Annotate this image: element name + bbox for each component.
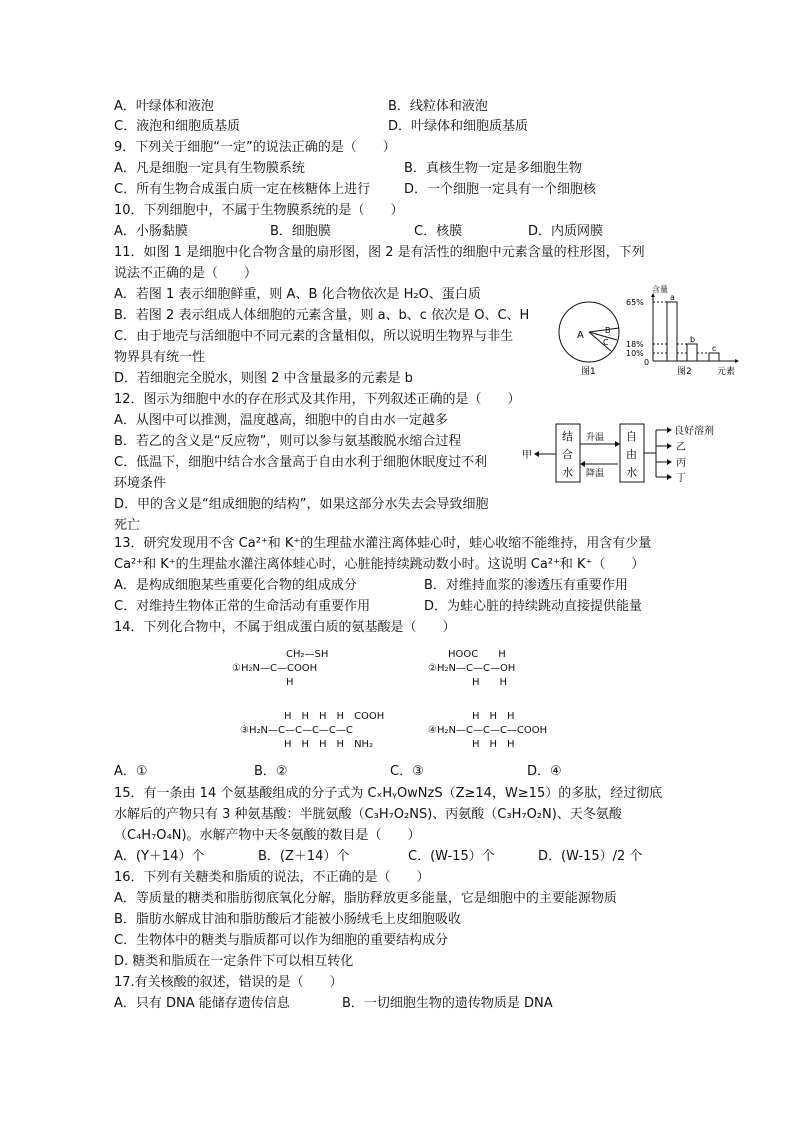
q11-fig1-label-b: B	[605, 326, 611, 335]
q12-free-char-1: 自	[626, 430, 637, 443]
q11-option-c-line2: 物界具有统一性	[114, 350, 206, 365]
q11-fig2-tick-10: 10%	[626, 349, 644, 358]
q11-stem-line1: 11．如图 1 是细胞中化合物含量的扇形图，图 2 是有活性的细胞中元素含量的柱形图，下列	[114, 245, 645, 260]
q13-stem-line2: Ca²⁺和 K⁺的生理盐水灌注离体蛙心时，心脏能持续跳动数小时。这说明 Ca²⁺和 K⁺（ ）	[114, 557, 645, 572]
q9-option-c: C．所有生物合成蛋白质一定在核糖体上进行	[114, 182, 371, 197]
q10-option-c: C．核膜	[414, 224, 463, 239]
q11-fig2-label-a: a	[670, 293, 675, 302]
q14-s1-mid: ①H₂N—C—COOH	[232, 663, 318, 674]
q14-s1-bot: H	[286, 677, 294, 688]
q15-stem-line2: 水解后的产物只有 3 种氨基酸：半胱氨酸（C₃H₇O₂NS)、丙氨酸（C₃H₇O₂N)、天冬氨酸	[114, 807, 622, 822]
q17-option-b: B．一切细胞生物的遗传物质是 DNA	[342, 996, 553, 1011]
q11-fig2-tick-0: 0	[644, 358, 650, 367]
q11-fig2-tick-18: 18%	[626, 340, 644, 349]
q11-fig2-caption: 图2	[677, 367, 692, 377]
q12-label-cool-down: 降温	[586, 469, 605, 479]
q11-option-c-line1: C．由于地壳与活细胞中不同元素的含量相似，所以说明生物界与非生	[114, 329, 514, 344]
q15-option-c: C．(W-15）个	[408, 849, 495, 864]
q11-fig2-bar-c	[709, 353, 719, 361]
q14-structure-1	[232, 648, 352, 690]
q15-option-a: A．(Y＋14）个	[114, 849, 205, 864]
q9-option-b: B．真核生物一定是多细胞生物	[404, 161, 582, 176]
q12-option-c-line2: 环境条件	[114, 476, 167, 491]
q11-option-d: D．若细胞完全脱水，则图 2 中含量最多的元素是 b	[114, 371, 413, 386]
q15-option-b: B．(Z＋14）个	[258, 849, 350, 864]
q14-option-c: C．③	[390, 764, 424, 779]
q17-stem: 17.有关核酸的叙述，错误的是（ ）	[114, 975, 343, 990]
q12-option-a: A．从图中可以推测，温度越高，细胞中的自由水一定越多	[114, 413, 448, 428]
q10-stem: 10．下列细胞中，不属于生物膜系统的是（ ）	[114, 203, 404, 218]
q11-fig2-bar-b	[687, 344, 697, 361]
q12-option-d-line1: D．甲的含义是“组成细胞的结构”，如果这部分水失去会导致细胞	[114, 497, 489, 512]
q15-stem-line3: （C₄H₇O₄N)。水解产物中天冬氨酸的数目是（ ）	[114, 828, 421, 843]
q11-fig2-bar-a	[667, 302, 677, 361]
q8-option-a: A．叶绿体和液泡	[114, 99, 214, 114]
q13-option-a: A．是构成细胞某些重要化合物的组成成分	[114, 578, 357, 593]
q14-structure-3	[240, 710, 410, 752]
q13-stem-line1: 13．研究发现用不含 Ca²⁺和 K⁺的生理盐水灌注离体蛙心时，蛙心收缩不能维持，用含有少量	[114, 536, 652, 551]
q12-out-good-solvent: 良好溶剂	[674, 426, 714, 437]
q14-option-b: B．②	[254, 764, 288, 779]
q11-fig2-label-c: c	[712, 344, 717, 353]
q12-stem: 12．图示为细胞中水的存在形式及其作用，下列叙述正确的是（ ）	[114, 392, 521, 407]
q15-stem-line1: 15．有一条由 14 个氨基酸组成的分子式为 CₓHᵧOwNzS（Z≥14，W≥15）的多肽，经过彻底	[114, 786, 663, 801]
q12-out-yi: 乙	[676, 442, 686, 453]
q11-fig2-label-b: b	[690, 335, 696, 344]
q14-option-a: A．①	[114, 764, 148, 779]
q9-stem: 9．下列关于细胞“一定”的说法正确的是（ ）	[114, 140, 396, 155]
q14-s2-mid: ②H₂N—C—C—OH	[428, 663, 516, 674]
q11-fig2-tick-65: 65%	[626, 298, 644, 307]
q12-free-char-3: 水	[626, 466, 637, 479]
q14-s3-top: H H H H COOH	[284, 711, 385, 722]
q13-option-c: C．对维持生物体正常的生命活动有重要作用	[114, 599, 371, 614]
q16-option-d: D. 糖类和脂质在一定条件下可以相互转化	[114, 954, 354, 969]
q12-bound-char-2: 合	[562, 448, 573, 461]
q12-option-d-line2: 死亡	[114, 518, 141, 533]
q11-fig2-xlabel: 元素	[717, 367, 736, 377]
q12-out-ding: 丁	[676, 473, 686, 484]
q14-stem: 14．下列化合物中，不属于组成蛋白质的氨基酸是（ ）	[114, 620, 456, 635]
q8-option-c: C．液泡和细胞质基质	[114, 119, 241, 134]
q12-option-c-line1: C．低温下，细胞中结合水含量高于自由水利于细胞休眠度过不利	[114, 455, 488, 470]
q14-s2-top: HOOC H	[448, 649, 506, 660]
q10-option-b: B．细胞膜	[270, 224, 331, 239]
q13-option-b: B．对维持血浆的渗透压有重要作用	[424, 578, 628, 593]
q11-fig1-label-a: A	[577, 330, 584, 341]
q14-s3-bot: H H H H NH₂	[284, 739, 374, 750]
q9-option-d: D．一个细胞一定具有一个细胞核	[404, 182, 597, 197]
q11-fig1-caption: 图1	[581, 367, 596, 377]
q11-fig2-ylabel: 含量	[652, 285, 668, 294]
q12-label-heat-up: 升温	[586, 433, 605, 443]
q12-label-jia: 甲	[522, 450, 532, 461]
q10-option-d: D．内质网膜	[528, 224, 604, 239]
q14-s4-mid: ④H₂N—C—C—C—COOH	[428, 725, 548, 736]
q16-option-b: B．脂肪水解成甘油和脂肪酸后才能被小肠绒毛上皮细胞吸收	[114, 912, 461, 927]
q11-option-b: B．若图 2 表示组成人体细胞的元素含量，则 a、b、c 依次是 O、C、H	[114, 308, 530, 323]
q14-s4-top: H H H	[472, 711, 515, 722]
q12-option-b: B．若乙的含义是“反应物”，则可以参与氨基酸脱水缩合过程	[114, 434, 462, 449]
q12-water-diagram	[518, 418, 758, 490]
q10-option-a: A．小肠黏膜	[114, 224, 188, 239]
q16-option-c: C．生物体中的糖类与脂质都可以作为细胞的重要结构成分	[114, 933, 449, 948]
q14-s3-mid: ③H₂N—C—C—C—C—C	[240, 725, 353, 736]
q14-s4-bot: H H H	[472, 739, 515, 750]
q11-figure-2-bars	[625, 283, 747, 378]
q9-option-a: A．凡是细胞一定具有生物膜系统	[114, 161, 305, 176]
q12-free-char-2: 由	[626, 448, 637, 461]
q14-s1-top: CH₂—SH	[286, 649, 329, 660]
q12-bound-char-1: 结	[562, 430, 573, 443]
q14-s2-bot: H H	[472, 677, 508, 688]
q11-stem-line2: 说法不正确的是（ ）	[114, 266, 258, 281]
q15-option-d: D．(W-15）/2 个	[538, 849, 643, 864]
q16-option-a: A．等质量的糖类和脂肪彻底氧化分解，脂肪释放更多能量，它是细胞中的主要能源物质	[114, 891, 617, 906]
q14-structure-4	[428, 710, 578, 752]
q11-fig1-label-c: C	[603, 338, 609, 347]
q8-option-b: B．线粒体和液泡	[388, 99, 488, 114]
q11-figure-1-pie	[555, 300, 625, 378]
q13-option-d: D．为蛙心脏的持续跳动直接提供能量	[424, 599, 643, 614]
q12-out-bing: 丙	[676, 458, 686, 469]
q12-bound-char-3: 水	[562, 466, 573, 479]
q14-option-d: D．④	[527, 764, 562, 779]
q11-option-a: A．若图 1 表示细胞鲜重，则 A、B 化合物依次是 H₂O、蛋白质	[114, 287, 481, 302]
q17-option-a: A．只有 DNA 能储存遗传信息	[114, 996, 290, 1011]
q8-option-d: D．叶绿体和细胞质基质	[388, 119, 529, 134]
q14-structure-2	[428, 648, 578, 690]
q16-stem: 16．下列有关糖类和脂质的说法，不正确的是（ ）	[114, 870, 430, 885]
